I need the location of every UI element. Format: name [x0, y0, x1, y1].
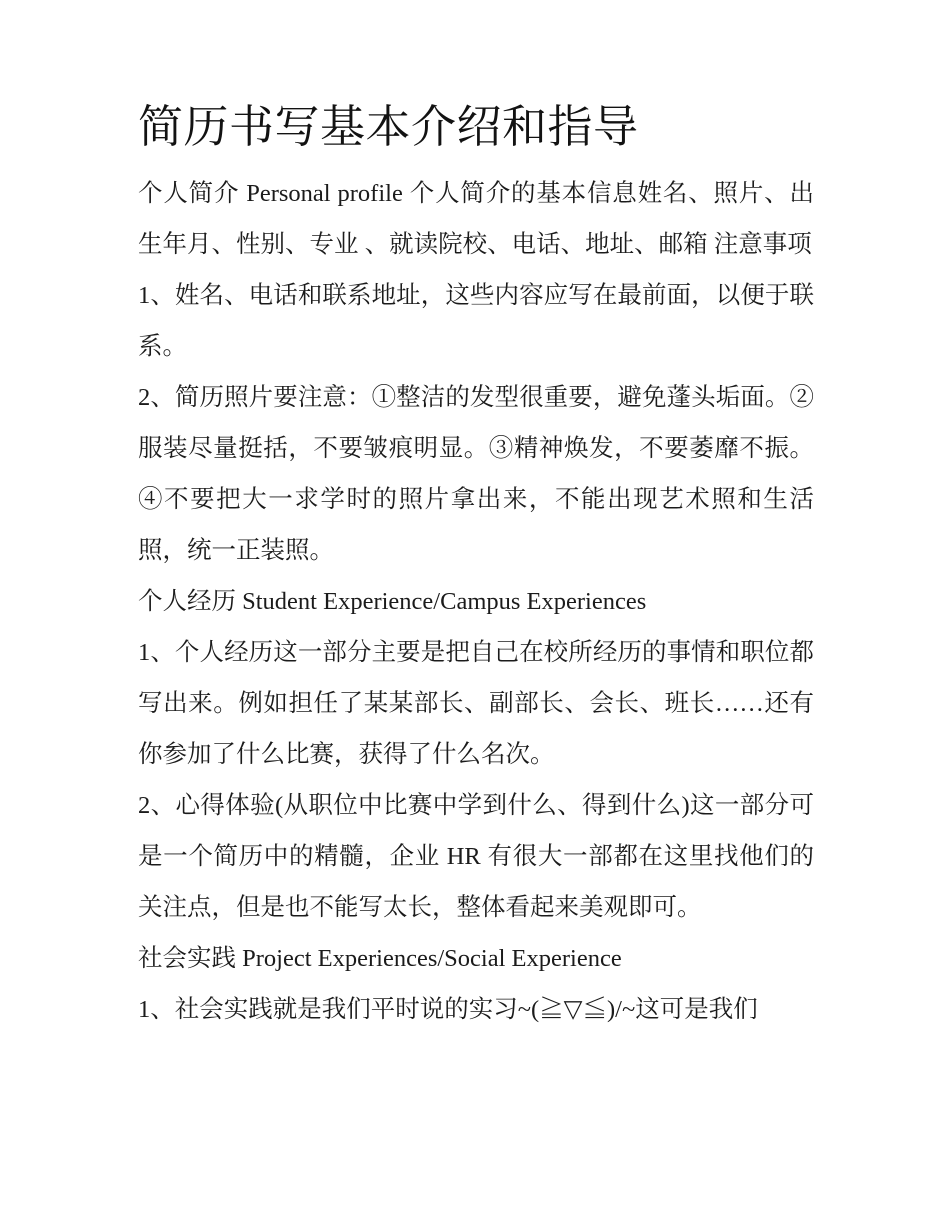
heading-student-experience: 个人经历 Student Experience/Campus Experiences	[138, 588, 647, 615]
page-title: 简历书写基本介绍和指导	[138, 102, 639, 152]
document-body	[138, 96, 814, 1035]
paragraph-social-item-1: 1、社会实践就是我们平时说的实习~(≧▽≦)/~这可是我们	[138, 996, 758, 1023]
paragraph-profile-item-1: 1、姓名、电话和联系地址，这些内容应写在最前面，以便于联系。	[138, 282, 814, 360]
paragraph-experience-item-1: 1、个人经历这一部分主要是把自己在校所经历的事情和职位都写出来。例如担任了某某部长、副部长、会长、班长……还有你参加了什么比赛，获得了什么名次。	[138, 639, 814, 768]
heading-social-experience: 社会实践 Project Experiences/Social Experience	[138, 945, 622, 972]
paragraph-experience-item-2: 2、心得体验(从职位中比赛中学到什么、得到什么)这一部分可是一个简历中的精髓，企业 HR 有很大一部都在这里找他们的关注点，但是也不能写太长，整体看起来美观即可。	[138, 792, 814, 921]
paragraph-profile-intro: 个人简介 Personal profile 个人简介的基本信息姓名、照片、出生年月、性别、专业 、就读院校、电话、地址、邮箱 注意事项	[138, 180, 814, 258]
paragraph-profile-item-2: 2、简历照片要注意：①整洁的发型很重要，避免蓬头垢面。②服装尽量挺括，不要皱痕明显。③精神焕发，不要萎靡不振。④不要把大一求学时的照片拿出来，不能出现艺术照和生活照，统一正装照。	[138, 384, 814, 564]
